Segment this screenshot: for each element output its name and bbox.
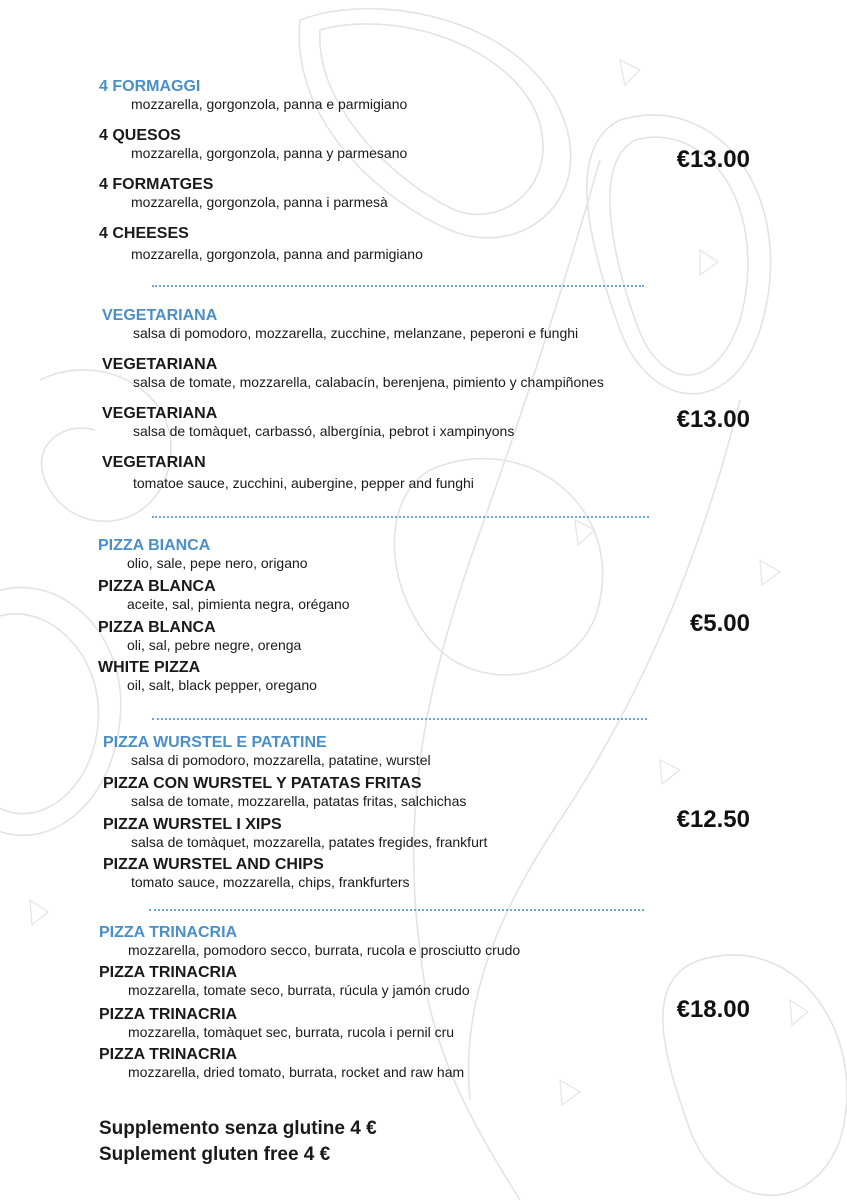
dish-description: mozzarella, dried tomato, burrata, rocket and raw ham [128,1064,465,1080]
menu-item [99,1006,454,1040]
dish-name: PIZZA BLANCA [98,578,216,595]
menu-item [102,356,604,390]
menu-item [99,225,423,262]
dish-name: PIZZA WURSTEL E PATATINE [103,734,327,751]
dish-name: PIZZA WURSTEL AND CHIPS [103,856,324,873]
menu-item [102,405,514,439]
gluten-free-supplement-italian: Supplemento senza glutine 4 € [99,1118,377,1139]
menu-item [103,816,487,850]
dish-name: VEGETARIAN [102,454,206,471]
dish-name: PIZZA TRINACRIA [99,1046,238,1063]
dish-name: PIZZA TRINACRIA [99,924,238,941]
menu-item [99,176,388,210]
dish-name: PIZZA CON WURSTEL Y PATATAS FRITAS [103,775,422,792]
dish-description: salsa de tomate, mozzarella, patatas fritas, salchichas [131,793,467,809]
dish-name: WHITE PIZZA [98,659,201,676]
dish-name: 4 FORMATGES [99,176,214,193]
dish-name: 4 CHEESES [99,225,189,242]
menu-item [99,1046,464,1080]
dish-name: PIZZA BLANCA [98,619,216,636]
menu-item [98,659,317,693]
gluten-free-supplement-english: Suplement gluten free 4 € [99,1144,331,1165]
dish-description: mozzarella, gorgonzola, panna i parmesà [131,194,388,210]
dish-description: mozzarella, gorgonzola, panna y parmesano [131,145,408,161]
dotted-divider [149,909,644,911]
dish-description: salsa di pomodoro, mozzarella, patatine, wurstel [131,752,431,768]
price: €12.50 [676,806,750,833]
price: €13.00 [676,146,750,173]
menu-item [103,856,410,890]
menu-item [99,964,470,998]
menu-item [103,775,466,809]
menu-item [103,734,431,768]
menu-item [102,454,474,491]
dish-description: mozzarella, gorgonzola, panna e parmigiano [131,96,408,112]
dotted-divider [152,516,649,518]
dish-name: PIZZA TRINACRIA [99,1006,238,1023]
dish-description: aceite, sal, pimienta negra, orégano [127,596,350,612]
menu-item [98,578,350,612]
menu-item [102,307,578,341]
dish-name: 4 FORMAGGI [99,78,201,95]
dish-description: mozzarella, gorgonzola, panna and parmigiano [131,246,423,262]
dotted-divider [152,718,647,720]
dish-description: salsa de tomàquet, mozzarella, patates fregides, frankfurt [131,834,488,850]
dish-name: PIZZA BIANCA [98,537,211,554]
dish-name: VEGETARIANA [102,405,218,422]
dish-name: VEGETARIANA [102,307,218,324]
menu-item [99,78,407,112]
dish-description: salsa di pomodoro, mozzarella, zucchine, melanzane, peperoni e funghi [133,325,579,341]
dish-name: 4 QUESOS [99,127,181,144]
dish-description: mozzarella, pomodoro secco, burrata, rucola e prosciutto crudo [128,942,521,958]
dish-description: oil, salt, black pepper, oregano [127,677,317,693]
dish-description: mozzarella, tomate seco, burrata, rúcula y jamón crudo [128,982,470,998]
dish-name: PIZZA TRINACRIA [99,964,238,981]
menu-item [99,924,520,958]
price: €5.00 [689,610,750,637]
price: €18.00 [676,996,750,1023]
menu-item [98,537,308,571]
dish-description: oli, sal, pebre negre, orenga [127,637,302,653]
dish-description: salsa de tomàquet, carbassó, albergínia, pebrot i xampinyons [133,423,515,439]
menu-item [98,619,301,653]
dish-description: olio, sale, pepe nero, origano [127,555,308,571]
dish-name: PIZZA WURSTEL I XIPS [103,816,282,833]
dish-name: VEGETARIANA [102,356,218,373]
menu-item [99,127,407,161]
price: €13.00 [676,406,750,433]
dotted-divider [152,285,644,287]
dish-description: salsa de tomate, mozzarella, calabacín, berenjena, pimiento y champiñones [133,374,604,390]
dish-description: tomatoe sauce, zucchini, aubergine, pepper and funghi [133,475,474,491]
dish-description: mozzarella, tomàquet sec, burrata, rucola i pernil cru [128,1024,455,1040]
dish-description: tomato sauce, mozzarella, chips, frankfurters [131,874,410,890]
